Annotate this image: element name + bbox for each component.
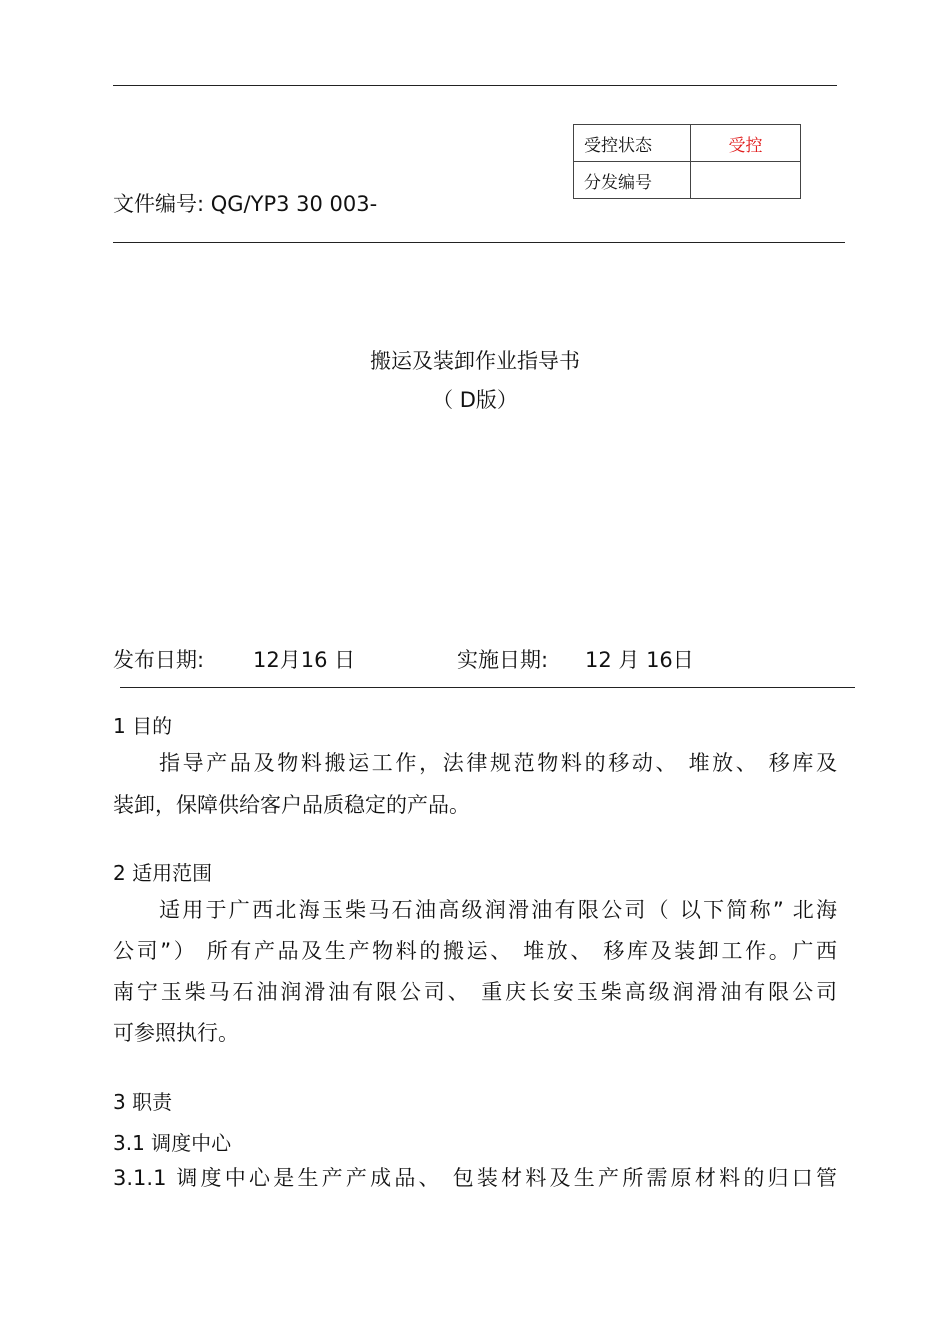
control-status-label: 受控状态 — [574, 125, 691, 162]
distribution-number-label: 分发编号 — [574, 162, 691, 199]
publish-date-value: 12月16 日 — [253, 648, 356, 672]
effective-date-value: 12 月 16日 — [585, 648, 694, 672]
effective-date-label: 实施日期: — [457, 648, 549, 672]
section-1-line-2: 装卸，保障供给客户品质稳定的产品。 — [113, 793, 470, 817]
document-title: 搬运及装卸作业指导书 — [370, 349, 580, 373]
section-2-line-1: 适用于广西北海玉柴马石油高级润滑油有限公司（ 以下简称” 北海 — [159, 898, 837, 922]
section-2-line-2: 公司”） 所有产品及生产物料的搬运、 堆放、 移库及装卸工作。广西 — [113, 939, 837, 963]
header-top-rule — [113, 85, 837, 86]
section-1-heading: 1 目的 — [113, 714, 173, 738]
section-2-line-3: 南宁玉柴马石油润滑油有限公司、 重庆长安玉柴高级润滑油有限公司 — [113, 980, 837, 1004]
dates-rule — [120, 687, 855, 688]
document-number: 文件编号: QG/YP3 30 003- — [113, 192, 378, 216]
distribution-number-value — [691, 162, 801, 199]
header-bottom-rule — [113, 242, 845, 243]
section-3-heading: 3 职责 — [113, 1090, 173, 1114]
section-3-1-1-line: 3.1.1 调度中心是生产产成品、 包装材料及生产所需原材料的归口管 — [113, 1166, 837, 1190]
control-status-table — [573, 124, 801, 199]
document-edition: （ D版） — [432, 388, 518, 412]
section-1-line-1: 指导产品及物料搬运工作，法律规范物料的移动、 堆放、 移库及 — [159, 751, 837, 775]
control-row-distribution — [574, 162, 801, 199]
control-row-status — [574, 125, 801, 162]
section-2-heading: 2 适用范围 — [113, 861, 213, 885]
section-2-line-4: 可参照执行。 — [113, 1021, 239, 1045]
section-3-1-heading: 3.1 调度中心 — [113, 1131, 232, 1155]
publish-date-label: 发布日期: — [113, 648, 205, 672]
control-status-value: 受控 — [691, 125, 801, 162]
